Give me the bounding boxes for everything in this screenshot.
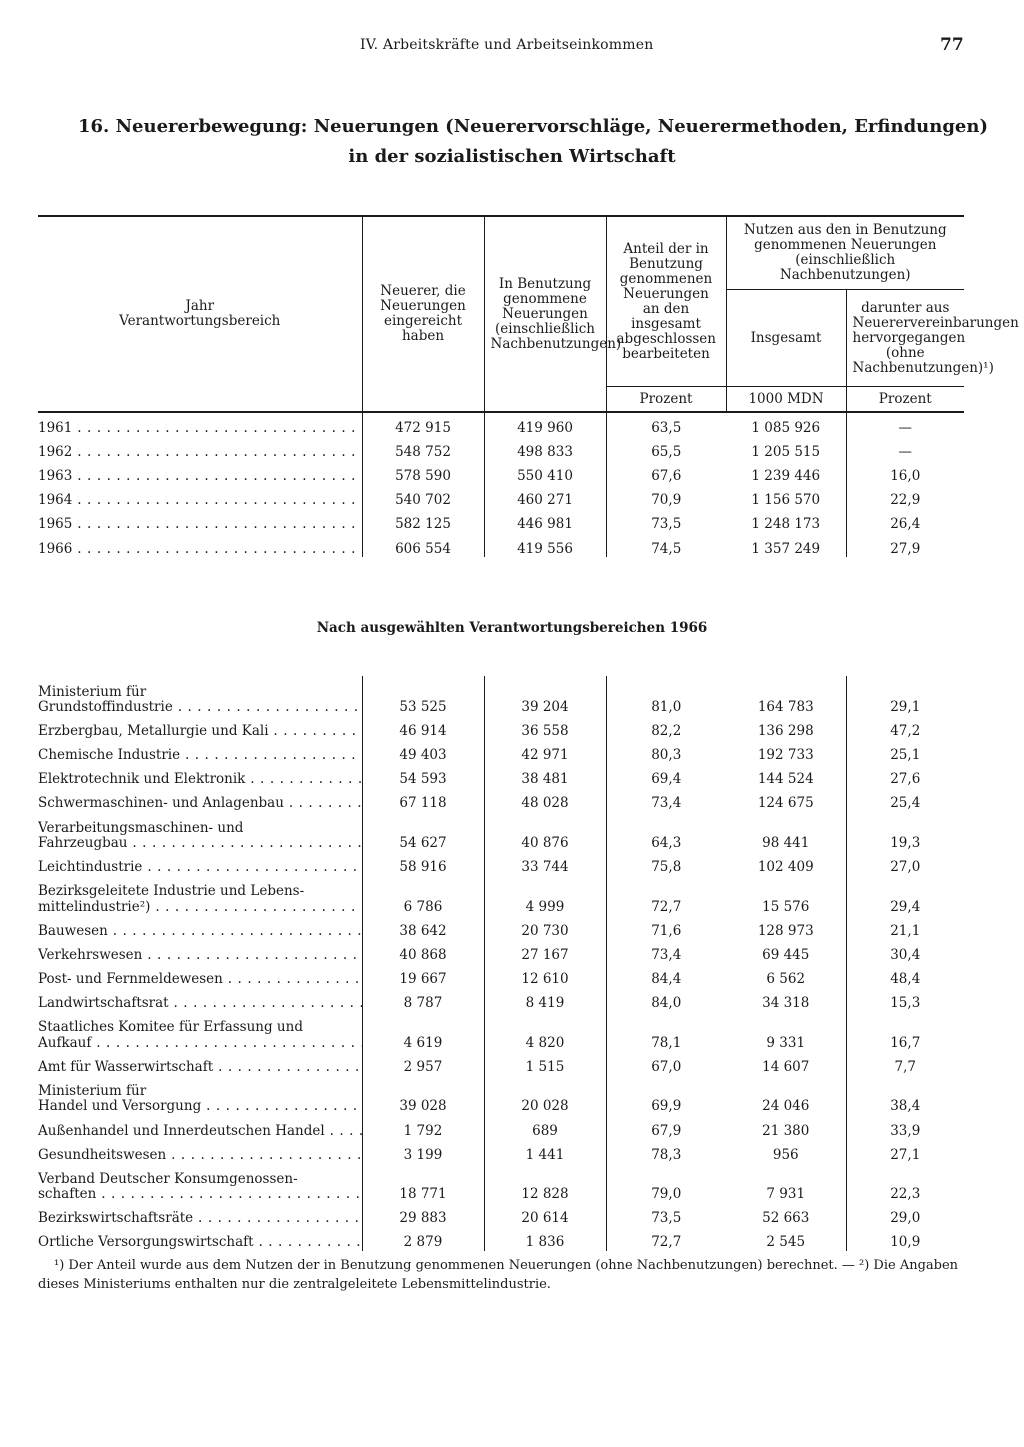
table-row (38, 1163, 964, 1203)
table-row (38, 460, 964, 484)
cell-v3: 71,6 (651, 922, 682, 939)
table-row (38, 485, 964, 509)
cell-v4: 128 973 (726, 915, 846, 939)
cell-v1: 29 883 (362, 1203, 484, 1227)
cell-v4: 144 524 (726, 764, 846, 788)
header-anteil: Anteil der in Benutzung genommenen Neuerungen an den insgesamt abgeschlossen bearbeiteten (606, 216, 726, 387)
table-row (38, 716, 964, 740)
row-label: 1963 . . . (38, 460, 362, 484)
cell-v5: 7,7 (894, 1058, 916, 1075)
row-label: Elektrotechnik und Elektronik . . . (38, 764, 362, 788)
cell-v2: 419 556 (484, 533, 606, 557)
row-label: Bauwesen . . . (38, 915, 362, 939)
cell-v5: 47,2 (890, 723, 921, 740)
cell-v4: 1 156 570 (726, 485, 846, 509)
table-row (38, 988, 964, 1012)
row-label: 1966 . . . (38, 533, 362, 557)
row-label: Landwirtschaftsrat . . . (38, 988, 362, 1012)
cell-v3: 67,6 (651, 468, 682, 485)
cell-v3: 75,8 (651, 859, 682, 876)
header-nutzen-insgesamt: Insgesamt (726, 290, 846, 387)
row-label: Örtliche Versorgungswirtschaft . . . (38, 1227, 362, 1251)
cell-v5: 22,3 (890, 1186, 921, 1203)
cell-v4: 2 545 (726, 1227, 846, 1251)
table-row (38, 1075, 964, 1115)
cell-v2: 1 441 (484, 1139, 606, 1163)
cell-v3: 67,9 (651, 1122, 682, 1139)
row-label: 1964 . . . (38, 485, 362, 509)
cell-v1: 40 868 (362, 939, 484, 963)
cell-v4: 6 562 (726, 963, 846, 987)
running-head: IV. Arbeitskräfte und Arbeitseinkommen (360, 37, 654, 53)
cell-v5: 26,4 (890, 516, 921, 533)
row-label: Bezirksgeleitete Industrie und Lebens- mittelindustrie²) . . . (38, 876, 362, 916)
table-header (38, 215, 1019, 413)
cell-v1: 2 879 (362, 1227, 484, 1251)
cell-v4: 14 607 (726, 1051, 846, 1075)
cell-v5: 38,4 (890, 1098, 921, 1115)
page-number: 77 (940, 35, 964, 55)
row-label: Verband Deutscher Konsumgenossen- schaften . . . (38, 1163, 362, 1203)
cell-v5: — (898, 443, 912, 460)
cell-v2: 27 167 (484, 939, 606, 963)
cell-v4: 24 046 (726, 1075, 846, 1115)
row-label: Leichtindustrie . . . (38, 852, 362, 876)
header-nutzen-group: Nutzen aus den in Benutzung genommenen Neuerungen (einschließlich Nachbenutzungen) (726, 216, 964, 290)
table-title: 16. Neuererbewegung: Neuerungen (Neuerervorschläge, Neuerermethoden, Erfindungen) (78, 116, 988, 137)
cell-v1: 18 771 (362, 1163, 484, 1203)
cell-v3: 78,3 (651, 1146, 682, 1163)
cell-v2: 36 558 (484, 716, 606, 740)
cell-v5: 27,6 (890, 771, 921, 788)
cell-v3: 73,5 (651, 516, 682, 533)
table-row (38, 852, 964, 876)
cell-v4: 1 239 446 (726, 460, 846, 484)
cell-v1: 540 702 (362, 485, 484, 509)
cell-v5: 27,9 (890, 540, 921, 557)
cell-v2: 4 999 (484, 876, 606, 916)
cell-v5: 25,1 (890, 747, 921, 764)
cell-v2: 48 028 (484, 788, 606, 812)
section-heading: Nach ausgewählten Verantwortungsbereichen 1966 (316, 620, 708, 636)
cell-v4: 1 205 515 (726, 436, 846, 460)
table-row (38, 1115, 964, 1139)
cell-v3: 78,1 (651, 1034, 682, 1051)
cell-v3: 73,4 (651, 795, 682, 812)
table-title-line2: in der sozialistischen Wirtschaft (348, 146, 676, 167)
cell-v3: 69,4 (651, 771, 682, 788)
row-label: 1961 . . . (38, 412, 362, 436)
cell-v4: 956 (726, 1139, 846, 1163)
cell-v1: 3 199 (362, 1139, 484, 1163)
cell-v5: 33,9 (890, 1122, 921, 1139)
cell-v4: 1 085 926 (726, 412, 846, 436)
cell-v1: 472 915 (362, 412, 484, 436)
cell-v2: 12 610 (484, 963, 606, 987)
cell-v4: 15 576 (726, 876, 846, 916)
table-row (38, 788, 964, 812)
row-label: Ministerium für Handel und Versorgung . . . (38, 1075, 362, 1115)
cell-v3: 84,4 (651, 971, 682, 988)
cell-v2: 42 971 (484, 740, 606, 764)
header-neuerer: Neuerer, die Neuerungen eingereicht haben (362, 216, 484, 412)
cell-v5: 22,9 (890, 492, 921, 509)
table-row (38, 1203, 964, 1227)
header-jahr-verantwortungsbereich: Jahr Verantwortungsbereich (119, 298, 281, 329)
cell-v5: 29,4 (890, 898, 921, 915)
cell-v2: 20 614 (484, 1203, 606, 1227)
row-label: Erzbergbau, Metallurgie und Kali . . . (38, 716, 362, 740)
row-label: Außenhandel und Innerdeutschen Handel . . . (38, 1115, 362, 1139)
cell-v2: 39 204 (484, 676, 606, 716)
cell-v2: 446 981 (484, 509, 606, 533)
areas-table (38, 676, 964, 1251)
row-label: Verarbeitungsmaschinen- und Fahrzeugbau . . . (38, 812, 362, 852)
row-label: 1965 . . . (38, 509, 362, 533)
cell-v3: 63,5 (651, 419, 682, 436)
table-row (38, 1012, 964, 1052)
cell-v2: 689 (484, 1115, 606, 1139)
cell-v2: 20 028 (484, 1075, 606, 1115)
cell-v3: 69,9 (651, 1098, 682, 1115)
unit-prozent-anteil: Prozent (606, 387, 726, 413)
cell-v4: 9 331 (726, 1012, 846, 1052)
cell-v4: 1 357 249 (726, 533, 846, 557)
cell-v3: 80,3 (651, 747, 682, 764)
table-row (38, 915, 964, 939)
cell-v1: 49 403 (362, 740, 484, 764)
cell-v1: 6 786 (362, 876, 484, 916)
cell-v1: 46 914 (362, 716, 484, 740)
cell-v2: 12 828 (484, 1163, 606, 1203)
cell-v3: 73,5 (651, 1210, 682, 1227)
cell-v1: 54 627 (362, 812, 484, 852)
cell-v5: 27,0 (890, 859, 921, 876)
cell-v4: 164 783 (726, 676, 846, 716)
cell-v1: 578 590 (362, 460, 484, 484)
cell-v1: 548 752 (362, 436, 484, 460)
row-label: Verkehrswesen . . . (38, 939, 362, 963)
cell-v2: 550 410 (484, 460, 606, 484)
table-row (38, 764, 964, 788)
cell-v4: 69 445 (726, 939, 846, 963)
cell-v2: 460 271 (484, 485, 606, 509)
cell-v1: 2 957 (362, 1051, 484, 1075)
cell-v3: 82,2 (651, 723, 682, 740)
cell-v4: 124 675 (726, 788, 846, 812)
cell-v1: 4 619 (362, 1012, 484, 1052)
cell-v2: 8 419 (484, 988, 606, 1012)
cell-v2: 498 833 (484, 436, 606, 460)
cell-v2: 40 876 (484, 812, 606, 852)
table-row (38, 812, 964, 852)
row-label: Ministerium für Grundstoffindustrie . . . (38, 676, 362, 716)
cell-v3: 79,0 (651, 1186, 682, 1203)
cell-v4: 136 298 (726, 716, 846, 740)
cell-v5: — (898, 419, 912, 436)
table-row (38, 939, 964, 963)
cell-v5: 27,1 (890, 1146, 921, 1163)
row-label: Amt für Wasserwirtschaft . . . (38, 1051, 362, 1075)
cell-v4: 1 248 173 (726, 509, 846, 533)
cell-v5: 29,1 (890, 699, 921, 716)
cell-v4: 102 409 (726, 852, 846, 876)
cell-v3: 74,5 (651, 540, 682, 557)
row-label: Post- und Fernmeldewesen . . . (38, 963, 362, 987)
cell-v3: 72,7 (651, 1234, 682, 1251)
cell-v1: 67 118 (362, 788, 484, 812)
cell-v4: 192 733 (726, 740, 846, 764)
table-row (38, 963, 964, 987)
cell-v4: 52 663 (726, 1203, 846, 1227)
table-row (38, 740, 964, 764)
cell-v3: 67,0 (651, 1058, 682, 1075)
unit-1000-mdn: 1000 MDN (726, 387, 846, 413)
cell-v4: 21 380 (726, 1115, 846, 1139)
table-row (38, 1051, 964, 1075)
cell-v1: 1 792 (362, 1115, 484, 1139)
cell-v3: 84,0 (651, 995, 682, 1012)
cell-v1: 19 667 (362, 963, 484, 987)
cell-v5: 16,0 (890, 468, 921, 485)
table-row (38, 533, 964, 557)
cell-v2: 1 836 (484, 1227, 606, 1251)
unit-prozent-darunter: Prozent (846, 387, 964, 413)
cell-v5: 10,9 (890, 1234, 921, 1251)
cell-v1: 38 642 (362, 915, 484, 939)
cell-v1: 39 028 (362, 1075, 484, 1115)
row-label: Schwermaschinen- und Anlagenbau . . . (38, 788, 362, 812)
header-nutzen-darunter: darunter aus Neuerervereinbarungen hervorgegangen (ohne Nachbenutzungen)¹) (846, 290, 964, 387)
cell-v1: 54 593 (362, 764, 484, 788)
cell-v3: 73,4 (651, 946, 682, 963)
cell-v1: 606 554 (362, 533, 484, 557)
cell-v2: 20 730 (484, 915, 606, 939)
cell-v5: 16,7 (890, 1034, 921, 1051)
cell-v5: 21,1 (890, 922, 921, 939)
cell-v4: 7 931 (726, 1163, 846, 1203)
row-label: Gesundheitswesen . . . (38, 1139, 362, 1163)
row-label: Chemische Industrie . . . (38, 740, 362, 764)
cell-v2: 419 960 (484, 412, 606, 436)
cell-v3: 72,7 (651, 898, 682, 915)
cell-v3: 70,9 (651, 492, 682, 509)
cell-v1: 58 916 (362, 852, 484, 876)
cell-v1: 582 125 (362, 509, 484, 533)
row-label: Staatliches Komitee für Erfassung und Aufkauf . . . (38, 1012, 362, 1052)
cell-v3: 64,3 (651, 835, 682, 852)
cell-v2: 1 515 (484, 1051, 606, 1075)
table-row (38, 509, 964, 533)
cell-v2: 4 820 (484, 1012, 606, 1052)
cell-v4: 98 441 (726, 812, 846, 852)
cell-v2: 33 744 (484, 852, 606, 876)
table-row (38, 412, 964, 436)
row-label: 1962 . . . (38, 436, 362, 460)
years-table (38, 412, 964, 557)
cell-v1: 53 525 (362, 676, 484, 716)
table-row (38, 1227, 964, 1251)
table-row (38, 1139, 964, 1163)
cell-v2: 38 481 (484, 764, 606, 788)
header-in-benutzung-genommen: In Benutzung genommene Neuerungen (einschließlich Nachbenutzungen) (484, 216, 606, 412)
cell-v5: 15,3 (890, 995, 921, 1012)
cell-v5: 29,0 (890, 1210, 921, 1227)
cell-v1: 8 787 (362, 988, 484, 1012)
cell-v4: 34 318 (726, 988, 846, 1012)
table-row (38, 876, 964, 916)
cell-v3: 65,5 (651, 443, 682, 460)
cell-v3: 81,0 (651, 699, 682, 716)
cell-v5: 25,4 (890, 795, 921, 812)
cell-v5: 48,4 (890, 971, 921, 988)
table-row (38, 436, 964, 460)
cell-v5: 19,3 (890, 835, 921, 852)
footnotes: ¹) Der Anteil wurde aus dem Nutzen der in Benutzung genommenen Neuerungen (ohne Nachbenutzungen) berechnet. — ²) Die Angaben dieses Ministeriums enthalten nur die zentralgeleitete Lebensmittelindustrie. (38, 1258, 959, 1292)
row-label: Bezirkswirtschaftsräte . . . (38, 1203, 362, 1227)
table-row (38, 676, 964, 716)
cell-v5: 30,4 (890, 946, 921, 963)
